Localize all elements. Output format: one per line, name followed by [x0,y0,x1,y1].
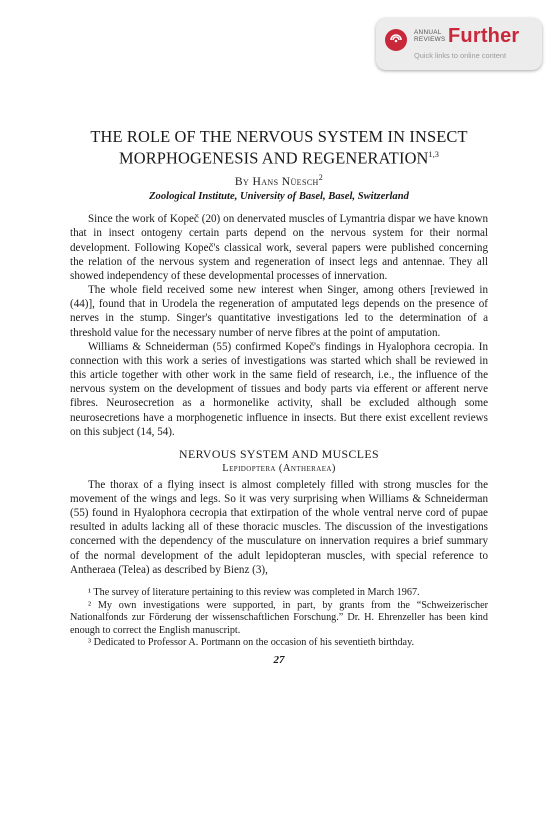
page-number: 27 [273,653,285,666]
paragraph-1: Since the work of Kopeč (20) on denervated muscles of Lymantria dispar we have known that in insect ontogeny certain parts depend on the nervous system for their normal development. Following Kopeč's classical work, several papers were published concerning the relation of the nervous system and regeneration of insect legs and antennae. They all showed independency of these developmental processes of innervation. [70,213,488,282]
footnote-2: ² My own investigations were supported, in part, by grants from the “Schweizerischer Nationalfonds zur Förderung der wissenschaftlichen Forschung.” Dr. H. Ehrenzeller has been kind enough to correct the English manuscript. [70,599,488,636]
affiliation: Zoological Institute, University of Basel, Basel, Switzerland [149,191,409,203]
paragraph-2: The whole field received some new interest when Singer, among others [reviewed in (44)], found that in Urodela the regeneration of amputated legs depends on the presence of nerves in the stump. Singer's quantitative investigations led to the determination of a threshold value for the necessary number of nerve fibres at the point of amputation. [70,284,488,339]
footnote-3: ³ Dedicated to Professor A. Portmann on the occasion of his seventieth birthday. [88,637,415,649]
badge-brand: ANNUAL REVIEWS [414,29,446,43]
footnotes [70,587,488,650]
annual-reviews-logo-icon [385,29,407,51]
badge-subtitle: Quick links to online content [414,51,507,60]
author-footnote-mark: 2 [318,173,324,183]
paragraph-3: Williams & Schneiderman (55) confirmed Kopeč's findings in Hyalophora cecropia. In connection with this work a series of investigations was started which shall be reviewed in this article together with other work in the same field of research, i.e., the influence of the nervous system on the development of tissues and body parts via efferent or afferent nerve fibres. Neurosecretion as a hormonelike activity, shall be excluded although some neurosecretions have a morphogenetic influence in insects. But there exist excellent reviews on this subject (14, 54). [70,340,488,438]
author-name: By Hans Nüesch [234,175,319,189]
title-line-1: THE ROLE OF THE NERVOUS SYSTEM IN INSECT [90,127,468,146]
section-heading: NERVOUS SYSTEM AND MUSCLES [179,446,379,461]
title-footnote-marks: 1,3 [428,150,439,159]
article-title [70,128,488,167]
title-line-2: MORPHOGENESIS AND REGENERATION [118,148,429,168]
section-subheading: Lepidoptera (Antheraea) [222,462,336,474]
badge-further-label: Further [448,25,520,47]
article [70,128,488,666]
footnote-1: ¹ The survey of literature pertaining to this review was completed in March 1967. [88,586,420,598]
author-line [70,173,488,188]
section-paragraph: The thorax of a flying insect is almost completely filled with strong muscles for the movement of the wings and legs. So it was very surprising when Williams & Schneiderman (55) found in Hyalophora cecropia that extirpation of the whole ventral nerve cord of pupae resulted in adults lacking all of these thoracic muscles. The discussion of the investigations concerned with the dependency of the musculature on innervation requires a brief summary of the normal development of the adult lepidopteran muscles, with special reference to Antheraea (Telea) as described by Bienz (3), [70,478,488,576]
further-badge[interactable] [376,18,542,70]
